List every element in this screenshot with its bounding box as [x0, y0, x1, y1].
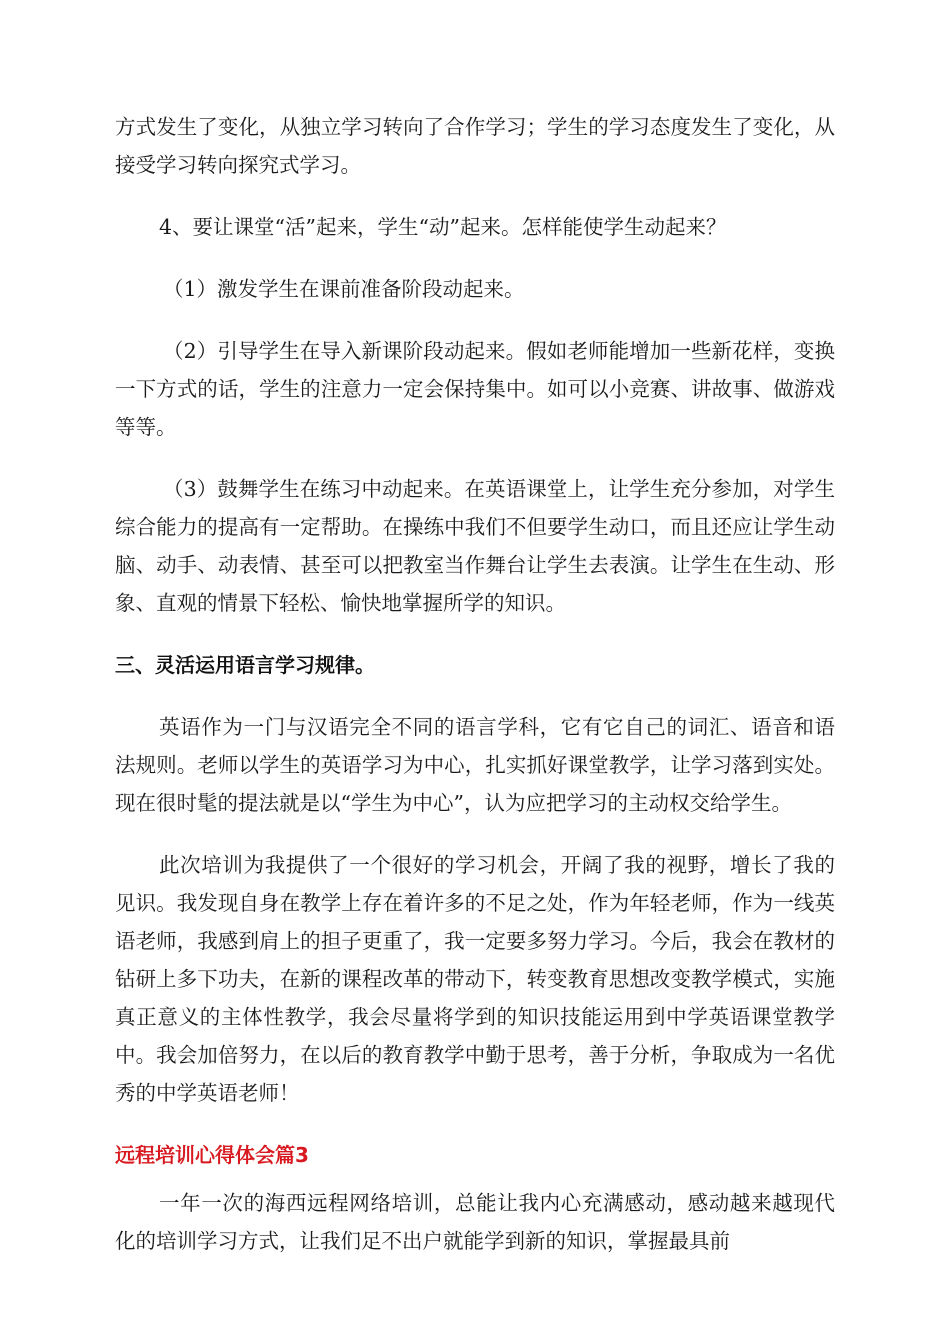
paragraph-subpoint-2: （2）引导学生在导入新课阶段动起来。假如老师能增加一些新花样，变换一下方式的话，学生的注意力一定会保持集中。如可以小竞赛、讲故事、做游戏等等。 — [115, 339, 835, 439]
paragraph-subpoint-3: （3）鼓舞学生在练习中动起来。在英语课堂上，让学生充分参加，对学生综合能力的提高有一定帮助。在操练中我们不但要学生动口，而且还应让学生动脑、动手、动表情、甚至可以把教室当作舞台让学生去表演。让学生在生动、形象、直观的情景下轻松、愉快地掌握所学的知识。 — [115, 477, 835, 615]
paragraph-learning-method: 方式发生了变化，从独立学习转向了合作学习；学生的学习态度发生了变化，从接受学习转向探究式学习。 — [115, 115, 835, 177]
article-title: 远程培训心得体会篇3 — [115, 1143, 309, 1167]
paragraph-english-subject: 英语作为一门与汉语完全不同的语言学科，它有它自己的词汇、语音和语法规则。老师以学生的英语学习为中心，扎实抓好课堂教学，让学习落到实处。现在很时髦的提法就是以“学生为中心”，认为应把学习的主动权交给学生。 — [115, 715, 835, 815]
paragraph-subpoint-1: （1）激发学生在课前准备阶段动起来。 — [163, 277, 525, 301]
paragraph-training-reflection: 此次培训为我提供了一个很好的学习机会，开阔了我的视野，增长了我的见识。我发现自身在教学上存在着许多的不足之处，作为年轻老师，作为一线英语老师，我感到肩上的担子更重了，我一定要多努力学习。今后，我会在教材的钻研上多下功夫，在新的课程改革的带动下，转变教育思想改变教学模式，实施真正意义的主体性教学，我会尽量将学到的知识技能运用到中学英语课堂教学中。我会加倍努力，在以后的教育教学中勤于思考，善于分析，争取成为一名优秀的中学英语老师！ — [115, 853, 835, 1105]
document-body — [115, 108, 835, 1284]
paragraph-haixi-training: 一年一次的海西远程网络培训，总能让我内心充满感动，感动越来越现代化的培训学习方式，让我们足不出户就能学到新的知识，掌握最具前 — [115, 1191, 835, 1253]
section-heading-three: 三、灵活运用语言学习规律。 — [115, 653, 375, 677]
paragraph-point-4: 4、要让课堂“活”起来，学生“动”起来。怎样能使学生动起来？ — [159, 215, 727, 239]
